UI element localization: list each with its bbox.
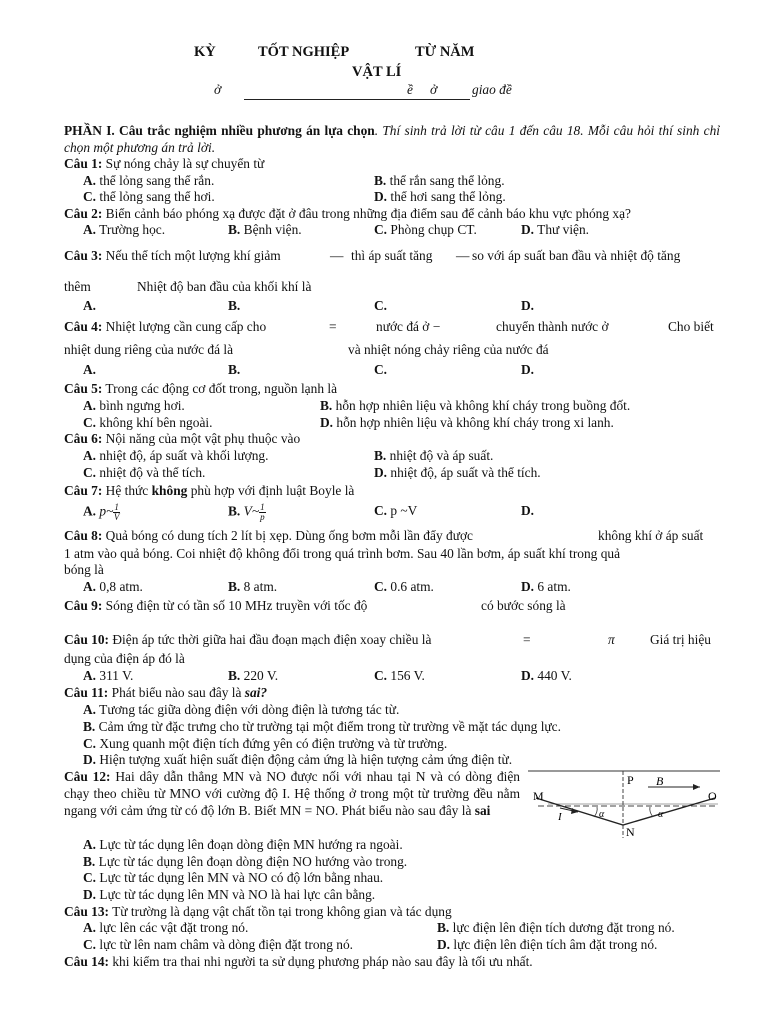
q10-option-a bbox=[83, 668, 133, 684]
header-tot-nghiep: TỐT NGHIỆP bbox=[258, 44, 350, 60]
q8-label: Câu 8: bbox=[64, 528, 103, 543]
fig-label-alpha-right: α bbox=[658, 809, 664, 820]
option-letter: C. bbox=[83, 189, 97, 204]
q7-text-2: phù hợp với định luật Boyle là bbox=[187, 483, 355, 498]
q6-option-a bbox=[83, 448, 268, 464]
q8-option-c bbox=[374, 579, 434, 595]
q10-line2: dụng của điện áp đó là bbox=[64, 651, 185, 666]
q11-text: Phát biểu nào sau đây là bbox=[108, 685, 245, 700]
q3-option-a: A. bbox=[83, 298, 97, 313]
q3-option-b: B. bbox=[228, 298, 241, 313]
option-letter: B. bbox=[374, 173, 387, 188]
question-5 bbox=[64, 381, 337, 397]
question-1 bbox=[64, 156, 264, 172]
option-text: Lực từ tác dụng lên MN và NO có độ lớn bằng nhau. bbox=[99, 870, 384, 885]
q12-figure bbox=[528, 770, 722, 840]
q10-option-d bbox=[521, 668, 572, 684]
q13-option-a bbox=[83, 920, 248, 936]
q4-text-4: Cho biết bbox=[668, 319, 714, 334]
fig-label-b: B bbox=[656, 774, 664, 788]
q7-a-fraction bbox=[113, 503, 120, 522]
q10-option-b bbox=[228, 668, 278, 684]
q9-text: Sóng điện từ có tần số 10 MHz truyền với tốc độ bbox=[102, 598, 368, 613]
option-text: lực điện lên điện tích âm đặt trong nó. bbox=[453, 937, 658, 952]
option-text: 440 V. bbox=[537, 668, 572, 683]
q3-dash-1: — bbox=[330, 248, 344, 263]
q10-pi: π bbox=[608, 632, 615, 647]
question-12 bbox=[64, 768, 520, 819]
q4-text-3: chuyển thành nước ở bbox=[496, 319, 609, 334]
q4-option-c: C. bbox=[374, 362, 388, 377]
q8-option-a bbox=[83, 579, 143, 595]
option-text: 0,8 atm. bbox=[99, 579, 143, 594]
fig-label-n: N bbox=[626, 825, 635, 839]
q3-dash-2: — bbox=[456, 248, 470, 263]
fraction-numerator: 1 bbox=[114, 502, 119, 512]
q6-label: Câu 6: bbox=[64, 431, 103, 446]
option-text: Trường học. bbox=[99, 222, 166, 237]
q10-equals: = bbox=[523, 632, 531, 647]
option-letter: D. bbox=[374, 189, 388, 204]
q10-option-c bbox=[374, 668, 425, 684]
q11-option-c bbox=[83, 736, 447, 752]
q7-option-b bbox=[228, 503, 266, 522]
q7-option-c bbox=[374, 503, 417, 519]
header-line3-a: ở bbox=[214, 82, 222, 97]
q3-line2-b: Nhiệt độ ban đầu của khối khí là bbox=[137, 279, 312, 294]
option-text: 156 V. bbox=[390, 668, 425, 683]
q4-option-b: B. bbox=[228, 362, 241, 377]
option-text: 220 V. bbox=[243, 668, 279, 683]
option-text: Lực từ tác dụng lên đoạn dòng điện NO hướng vào trong. bbox=[98, 854, 408, 869]
q9-label: Câu 9: bbox=[64, 598, 103, 613]
fig-wire-mno bbox=[536, 798, 715, 825]
q6-option-c bbox=[83, 465, 205, 481]
option-letter: A. bbox=[83, 398, 97, 413]
q8-text-2: không khí ở áp suất bbox=[598, 528, 704, 543]
q4-text: Nhiệt lượng cần cung cấp cho bbox=[102, 319, 267, 334]
q11-option-d bbox=[83, 752, 512, 768]
q3-option-c: C. bbox=[374, 298, 388, 313]
option-letter: B. bbox=[83, 719, 96, 734]
q7-label: Câu 7: bbox=[64, 483, 103, 498]
fig-label-o: O bbox=[708, 789, 717, 803]
fraction-numerator: 1 bbox=[260, 502, 265, 512]
option-text: Bệnh viện. bbox=[243, 222, 302, 237]
option-text: p~ bbox=[99, 503, 114, 519]
q5-option-c bbox=[83, 415, 212, 431]
option-letter: B. bbox=[228, 222, 241, 237]
option-letter: C. bbox=[83, 870, 97, 885]
q1-label: Câu 1: bbox=[64, 156, 103, 171]
option-text: nhiệt độ, áp suất và thể tích. bbox=[390, 465, 541, 480]
q11-option-a bbox=[83, 702, 399, 718]
q3-text-2: thì áp suất tăng bbox=[351, 248, 433, 263]
option-letter: D. bbox=[83, 752, 97, 767]
question-10 bbox=[64, 632, 431, 648]
option-text: thể hơi sang thể lỏng. bbox=[390, 189, 506, 204]
option-letter: B. bbox=[83, 854, 96, 869]
q12-option-d bbox=[83, 887, 375, 903]
q13-option-c bbox=[83, 937, 353, 953]
option-text: Cảm ứng từ đặc trưng cho từ trường tại một điểm trong từ trường về mặt tác dụng lực. bbox=[98, 719, 561, 734]
option-letter: B. bbox=[374, 448, 387, 463]
q1-option-c bbox=[83, 189, 215, 205]
option-text: Lực từ tác dụng lên MN và NO là hai lực cân bằng. bbox=[99, 887, 376, 902]
header-line3-c: ở bbox=[430, 82, 438, 97]
option-letter: A. bbox=[83, 173, 97, 188]
q5-option-d bbox=[320, 415, 614, 431]
q2-option-b bbox=[228, 222, 302, 238]
option-letter: B. bbox=[320, 398, 333, 413]
q3-text-3: so với áp suất ban đầu và nhiệt độ tăng bbox=[472, 248, 681, 263]
q2-label: Câu 2: bbox=[64, 206, 103, 221]
option-text: lực điện lên điện tích dương đặt trong nó. bbox=[452, 920, 675, 935]
option-letter: C. bbox=[83, 415, 97, 430]
option-letter: A. bbox=[83, 837, 97, 852]
option-text: nhiệt độ, áp suất và khối lượng. bbox=[99, 448, 269, 463]
option-letter: C. bbox=[374, 222, 388, 237]
option-letter: A. bbox=[83, 503, 97, 519]
option-letter: A. bbox=[83, 579, 97, 594]
option-letter: D. bbox=[437, 937, 451, 952]
fraction-denominator: p bbox=[260, 512, 265, 522]
question-13 bbox=[64, 904, 452, 920]
q5-text: Trong các động cơ đốt trong, nguồn lạnh là bbox=[102, 381, 338, 396]
option-letter: A. bbox=[83, 702, 97, 717]
option-letter: A. bbox=[83, 668, 97, 683]
q4-text-2: nước đá ở − bbox=[376, 319, 441, 334]
option-letter: A. bbox=[83, 448, 97, 463]
q7-option-d: D. bbox=[521, 503, 535, 518]
q9-text-2: có bước sóng là bbox=[481, 598, 566, 613]
option-text: V~ bbox=[243, 503, 260, 519]
option-text: nhiệt độ và thể tích. bbox=[99, 465, 206, 480]
q11-label: Câu 11: bbox=[64, 685, 109, 700]
option-letter: C. bbox=[83, 937, 97, 952]
fig-alpha-arc-right bbox=[650, 807, 653, 817]
question-11 bbox=[64, 685, 267, 701]
fig-label-i: I bbox=[558, 811, 562, 823]
q6-option-b bbox=[374, 448, 493, 464]
option-text: Phòng chụp CT. bbox=[390, 222, 477, 237]
q14-label: Câu 14: bbox=[64, 954, 110, 969]
q12-option-c bbox=[83, 870, 383, 886]
option-letter: D. bbox=[320, 415, 334, 430]
q13-label: Câu 13: bbox=[64, 904, 110, 919]
q12-bold: sai bbox=[474, 803, 491, 818]
q12-option-a bbox=[83, 837, 403, 853]
q4-option-a: A. bbox=[83, 362, 97, 377]
q8-line3: bóng là bbox=[64, 562, 104, 577]
q13-text: Từ trường là dạng vật chất tồn tại trong không gian và tác dụng bbox=[109, 904, 452, 919]
q1-option-b bbox=[374, 173, 505, 189]
option-text: hỗn hợp nhiên liệu và không khí cháy trong xi lanh. bbox=[336, 415, 614, 430]
header-line3-d: giao đề bbox=[472, 82, 512, 97]
option-text: Thư viện. bbox=[537, 222, 590, 237]
q4-label: Câu 4: bbox=[64, 319, 103, 334]
option-text: thể rắn sang thể lỏng. bbox=[389, 173, 505, 188]
q12-text: Hai dây dẫn thẳng MN và NO được nối với nhau tại N và có dòng điện chạy theo chiều từ MNO với cường độ I. Hệ thống ở trong một từ trường đều nằm ngang với cảm ứng từ có độ lớn B. Biết MN = NO. Phát biểu nào sau đây là bbox=[64, 769, 521, 818]
q7-option-a bbox=[83, 503, 120, 522]
q1-text: Sự nóng chảy là sự chuyển từ bbox=[102, 156, 265, 171]
option-letter: D. bbox=[83, 887, 97, 902]
option-text: p ~V bbox=[390, 503, 418, 518]
q2-option-d bbox=[521, 222, 589, 238]
header-underline bbox=[244, 99, 470, 100]
header-tu-nam: TỪ NĂM bbox=[415, 44, 475, 60]
q12-option-b bbox=[83, 854, 407, 870]
q1-option-a bbox=[83, 173, 214, 189]
q13-option-b bbox=[437, 920, 675, 936]
header-ky: KỲ bbox=[194, 44, 216, 60]
q7-b-fraction bbox=[259, 503, 266, 522]
q4-line2-a: nhiệt dung riêng của nước đá là bbox=[64, 342, 234, 357]
fig-label-m: M bbox=[533, 789, 544, 803]
fig-arrowhead bbox=[693, 784, 700, 790]
fig-label-alpha-left: α bbox=[599, 809, 605, 820]
option-letter: C. bbox=[374, 668, 388, 683]
option-letter: B. bbox=[228, 503, 241, 519]
option-letter: C. bbox=[374, 503, 388, 518]
q8-line2: 1 atm vào quả bóng. Coi nhiệt độ không đổi trong quá trình bơm. Sau 40 lần bơm, áp suất khí trong quả bbox=[64, 546, 621, 561]
option-letter: C. bbox=[374, 579, 388, 594]
q6-option-d bbox=[374, 465, 541, 481]
q5-label: Câu 5: bbox=[64, 381, 103, 396]
q5-option-a bbox=[83, 398, 185, 414]
question-4 bbox=[64, 319, 266, 335]
option-letter: A. bbox=[83, 920, 97, 935]
q7-text-1: Hệ thức bbox=[102, 483, 152, 498]
q14-text: khi kiểm tra thai nhi người ta sử dụng phương pháp nào sau đây là tối ưu nhất. bbox=[109, 954, 533, 969]
q5-option-b bbox=[320, 398, 630, 414]
q4-equals: = bbox=[329, 319, 337, 334]
question-3 bbox=[64, 248, 281, 264]
q11-option-b bbox=[83, 719, 561, 735]
option-letter: B. bbox=[437, 920, 450, 935]
q4-option-d: D. bbox=[521, 362, 535, 377]
header-line3-b: ề bbox=[407, 82, 413, 97]
option-text: bình ngưng hơi. bbox=[99, 398, 185, 413]
q13-option-d bbox=[437, 937, 657, 953]
option-text: Xung quanh một điện tích đứng yên có điện trường và từ trường. bbox=[99, 736, 448, 751]
part1-title: PHẦN I. Câu trắc nghiệm nhiều phương án lựa chọn bbox=[64, 123, 375, 138]
q3-label: Câu 3: bbox=[64, 248, 103, 263]
option-text: Hiện tượng xuất hiện suất điện động cảm ứng là hiện tượng cảm ứng điện từ. bbox=[99, 752, 513, 767]
q10-text: Điện áp tức thời giữa hai đầu đoạn mạch điện xoay chiều là bbox=[109, 632, 432, 647]
option-letter: D. bbox=[374, 465, 388, 480]
q7-bold: không bbox=[151, 483, 188, 498]
q10-text-2: Giá trị hiệu bbox=[650, 632, 711, 647]
question-7 bbox=[64, 483, 354, 499]
option-text: nhiệt độ và áp suất. bbox=[389, 448, 494, 463]
q6-text: Nội năng của một vật phụ thuộc vào bbox=[102, 431, 301, 446]
option-text: 8 atm. bbox=[243, 579, 278, 594]
option-letter: C. bbox=[83, 736, 97, 751]
option-letter: C. bbox=[83, 465, 97, 480]
q8-text: Quả bóng có dung tích 2 lít bị xẹp. Dùng ống bơm mỗi lần đẩy được bbox=[102, 528, 473, 543]
q11-bold: sai? bbox=[244, 685, 268, 700]
q8-option-b bbox=[228, 579, 277, 595]
header-subject: VẬT LÍ bbox=[352, 64, 402, 80]
q3-text: Nếu thể tích một lượng khí giảm bbox=[102, 248, 281, 263]
q2-option-a bbox=[83, 222, 165, 238]
q2-option-c bbox=[374, 222, 477, 238]
q3-line2-a: thêm bbox=[64, 279, 91, 294]
option-text: 311 V. bbox=[99, 668, 134, 683]
option-text: thể lỏng sang thể rắn. bbox=[99, 173, 215, 188]
q3-option-d: D. bbox=[521, 298, 535, 313]
q12-label: Câu 12: bbox=[64, 769, 111, 784]
q8-option-d bbox=[521, 579, 571, 595]
part1-heading bbox=[64, 123, 720, 156]
option-letter: D. bbox=[521, 579, 535, 594]
option-text: lực lên các vật đặt trong nó. bbox=[99, 920, 249, 935]
question-2 bbox=[64, 206, 631, 222]
question-9 bbox=[64, 598, 367, 614]
option-letter: B. bbox=[228, 579, 241, 594]
q10-label: Câu 10: bbox=[64, 632, 110, 647]
option-text: Tương tác giữa dòng điện với dòng điện là tương tác từ. bbox=[99, 702, 400, 717]
option-text: Lực từ tác dụng lên đoạn dòng điện MN hướng ra ngoài. bbox=[99, 837, 403, 852]
fraction-denominator: V bbox=[113, 512, 120, 522]
option-letter: D. bbox=[521, 222, 535, 237]
option-text: không khí bên ngoài. bbox=[99, 415, 213, 430]
fig-label-p: P bbox=[627, 773, 634, 787]
question-6 bbox=[64, 431, 300, 447]
q4-line2-b: và nhiệt nóng chảy riêng của nước đá bbox=[348, 342, 549, 357]
option-text: hỗn hợp nhiên liệu và không khí cháy trong buồng đốt. bbox=[335, 398, 631, 413]
option-text: lực từ lên nam châm và dòng điện đặt trong nó. bbox=[99, 937, 354, 952]
question-8 bbox=[64, 528, 473, 544]
option-letter: B. bbox=[228, 668, 241, 683]
option-letter: D. bbox=[521, 668, 535, 683]
question-14 bbox=[64, 954, 533, 970]
option-text: 0.6 atm. bbox=[390, 579, 434, 594]
q1-option-d bbox=[374, 189, 506, 205]
option-text: thể lỏng sang thể hơi. bbox=[99, 189, 215, 204]
option-text: 6 atm. bbox=[537, 579, 571, 594]
option-letter: A. bbox=[83, 222, 97, 237]
part1-instruction: . Thí sinh trả lời từ câu 1 đến câu 18. Mỗi câu hỏi thí sinh chỉ chọn một phương án trả lời. bbox=[64, 123, 720, 155]
q2-text: Biển cảnh báo phóng xạ được đặt ở đâu trong những địa điểm sau để cảnh báo khu vực phóng xạ? bbox=[102, 206, 631, 221]
